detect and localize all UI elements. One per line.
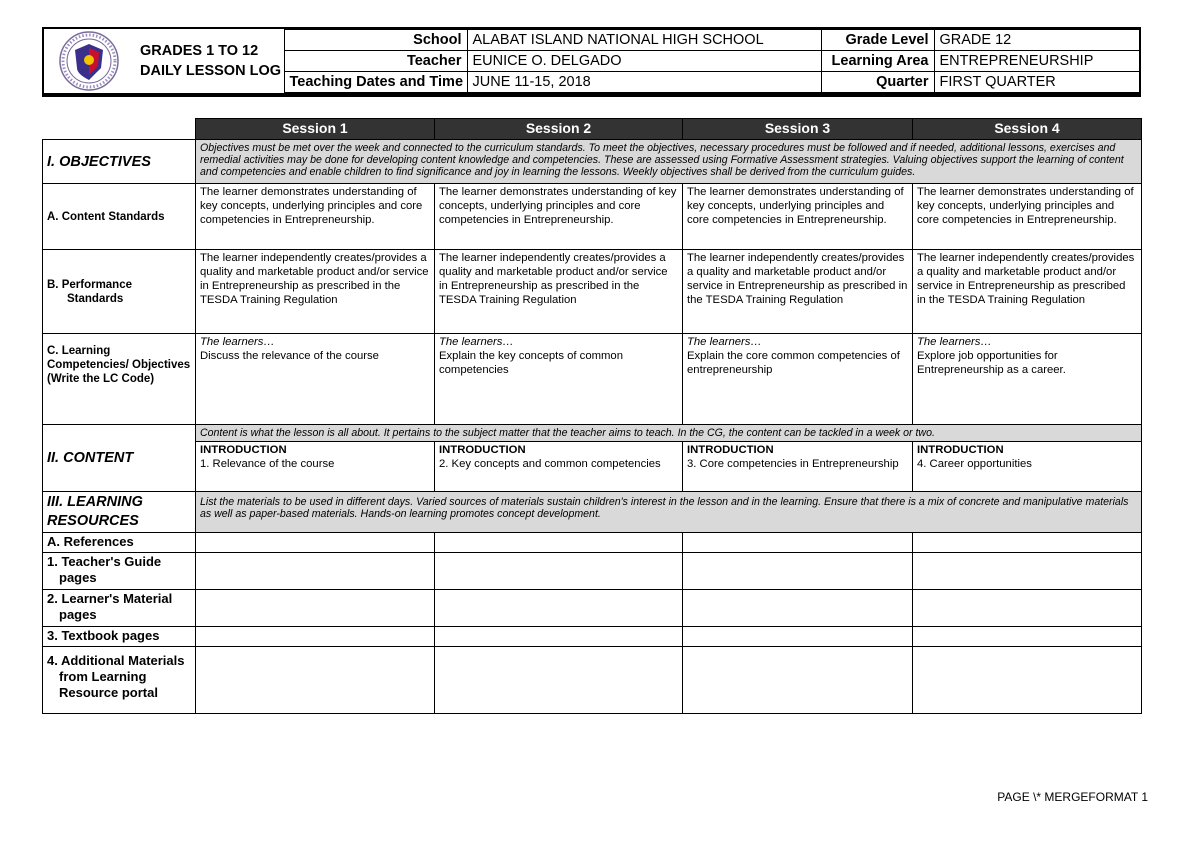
content-label: II. CONTENT [43, 425, 196, 492]
objectives-label: I. OBJECTIVES [43, 140, 196, 184]
school-label: School [284, 30, 467, 51]
empty-cell [913, 627, 1142, 647]
learners-material-line2: pages [59, 607, 97, 622]
teacher-label: Teacher [284, 51, 467, 72]
content-topic: 2. Key concepts and common competencies [439, 458, 661, 470]
seal-icon [58, 30, 120, 92]
session-header-row [43, 119, 1142, 140]
empty-cell [435, 627, 683, 647]
resources-note: List the materials to be used in different days. Varied sources of materials sustain children's interest in the lesson and in the learning. Ensure that there is a mix of concrete and manipulative materials as well as paper-based materials. Hands-on learning promotes concept development. [196, 492, 1142, 533]
content-cell [913, 442, 1142, 492]
competency-cell [683, 334, 913, 425]
content-standard-cell: The learner demonstrates understanding of key concepts, underlying principles and core competencies in Entrepreneurship. [683, 184, 913, 250]
empty-cell [196, 553, 435, 590]
competency-lead: The learners… [200, 336, 275, 348]
empty-cell [435, 590, 683, 627]
additional-materials-label [43, 647, 196, 714]
teachers-guide-line1: 1. Teacher's Guide [47, 554, 162, 569]
content-heading: INTRODUCTION [200, 444, 287, 456]
content-heading: INTRODUCTION [917, 444, 1004, 456]
grade-level-value: GRADE 12 [934, 30, 1139, 51]
session-4-header: Session 4 [913, 119, 1142, 140]
content-standards-row [43, 184, 1142, 250]
competency-text: Explore job opportunities for Entrepreneurship as a career. [917, 350, 1066, 376]
corner-cell [43, 119, 196, 140]
learning-area-label: Learning Area [821, 51, 934, 72]
competency-cell [196, 334, 435, 425]
deped-seal-logo [44, 30, 134, 93]
header-table [44, 29, 1140, 93]
page-footer-field: PAGE \* MERGEFORMAT 1 [997, 790, 1148, 804]
content-standard-cell: The learner demonstrates understanding of key concepts, underlying principles and core competencies in Entrepreneurship. [196, 184, 435, 250]
textbook-pages-row [43, 627, 1142, 647]
performance-standards-label [43, 250, 196, 334]
additional-materials-line3: Resource portal [59, 685, 158, 700]
empty-cell [683, 647, 913, 714]
competency-lead: The learners… [439, 336, 514, 348]
empty-cell [913, 533, 1142, 553]
content-note: Content is what the lesson is all about. It pertains to the subject matter that the teacher aims to teach. In the CG, the content can be tackled in a week or two. [196, 425, 1142, 442]
content-standard-cell: The learner demonstrates understanding of key concepts, underlying principles and core competencies in Entrepreneurship. [435, 184, 683, 250]
performance-label-line2: Standards [67, 292, 124, 305]
teaching-dates-value: JUNE 11-15, 2018 [467, 72, 821, 93]
learning-area-value: ENTREPRENEURSHIP [934, 51, 1139, 72]
content-cell [683, 442, 913, 492]
content-standards-label: A. Content Standards [43, 184, 196, 250]
daily-lesson-log-table [42, 118, 1142, 714]
performance-standard-cell: The learner independently creates/provides a quality and marketable product and/or service in Entrepreneurship as prescribed in the TESDA Training Regulation [435, 250, 683, 334]
empty-cell [683, 553, 913, 590]
form-title-line2: DAILY LESSON LOG [140, 63, 281, 79]
empty-cell [196, 647, 435, 714]
empty-cell [913, 553, 1142, 590]
references-row [43, 533, 1142, 553]
performance-standard-cell: The learner independently creates/provides a quality and marketable product and/or service in Entrepreneurship as prescribed in the TESDA Training Regulation [196, 250, 435, 334]
competency-cell [913, 334, 1142, 425]
learners-material-line1: 2. Learner's Material [47, 591, 173, 606]
objectives-row [43, 140, 1142, 184]
performance-label-line1: B. Performance [47, 278, 133, 291]
competency-text: Explain the core common competencies of entrepreneurship [687, 350, 900, 376]
resources-label: III. LEARNING RESOURCES [43, 492, 196, 533]
content-standard-cell: The learner demonstrates understanding of key concepts, underlying principles and core competencies in Entrepreneurship. [913, 184, 1142, 250]
empty-cell [435, 553, 683, 590]
teachers-guide-line2: pages [59, 570, 97, 585]
performance-standards-row [43, 250, 1142, 334]
teachers-guide-label [43, 553, 196, 590]
lesson-log-header [42, 27, 1141, 97]
empty-cell [683, 533, 913, 553]
learners-material-row [43, 590, 1142, 627]
teacher-value: EUNICE O. DELGADO [467, 51, 821, 72]
competency-text: Discuss the relevance of the course [200, 350, 379, 362]
competency-text: Explain the key concepts of common competencies [439, 350, 623, 376]
additional-materials-line1: 4. Additional Materials [47, 653, 185, 668]
additional-materials-line2: from Learning [59, 669, 147, 684]
competencies-label: C. Learning Competencies/ Objectives (Write the LC Code) [43, 334, 196, 425]
empty-cell [683, 627, 913, 647]
content-topic: 4. Career opportunities [917, 458, 1032, 470]
performance-standard-cell: The learner independently creates/provides a quality and marketable product and/or service in Entrepreneurship as prescribed in the TESDA Training Regulation [683, 250, 913, 334]
content-note-row [43, 425, 1142, 442]
empty-cell [435, 533, 683, 553]
content-topic: 1. Relevance of the course [200, 458, 335, 470]
empty-cell [196, 590, 435, 627]
empty-cell [683, 590, 913, 627]
content-cell [435, 442, 683, 492]
competency-lead: The learners… [687, 336, 762, 348]
empty-cell [913, 647, 1142, 714]
content-row [43, 442, 1142, 492]
teaching-dates-label: Teaching Dates and Time [284, 72, 467, 93]
references-label: A. References [43, 533, 196, 553]
form-title-line1: GRADES 1 TO 12 [140, 43, 259, 59]
textbook-pages-label: 3. Textbook pages [43, 627, 196, 647]
competency-lead: The learners… [917, 336, 992, 348]
school-value: ALABAT ISLAND NATIONAL HIGH SCHOOL [467, 30, 821, 51]
learners-material-label [43, 590, 196, 627]
content-topic: 3. Core competencies in Entrepreneurship [687, 458, 899, 470]
empty-cell [196, 533, 435, 553]
competency-cell [435, 334, 683, 425]
empty-cell [196, 627, 435, 647]
grade-level-label: Grade Level [821, 30, 934, 51]
teachers-guide-row [43, 553, 1142, 590]
performance-standard-cell: The learner independently creates/provides a quality and marketable product and/or service in Entrepreneurship as prescribed in the TESDA Training Regulation [913, 250, 1142, 334]
session-2-header: Session 2 [435, 119, 683, 140]
competencies-row [43, 334, 1142, 425]
session-1-header: Session 1 [196, 119, 435, 140]
session-3-header: Session 3 [683, 119, 913, 140]
form-title [134, 30, 284, 93]
additional-materials-row [43, 647, 1142, 714]
empty-cell [435, 647, 683, 714]
empty-cell [913, 590, 1142, 627]
content-cell [196, 442, 435, 492]
content-heading: INTRODUCTION [439, 444, 526, 456]
resources-row [43, 492, 1142, 533]
quarter-value: FIRST QUARTER [934, 72, 1139, 93]
objectives-note: Objectives must be met over the week and connected to the curriculum standards. To meet the objectives, necessary procedures must be followed and if needed, additional lessons, exercises and remedial activities may be done for developing content knowledge and competencies. These are assessed using Formative Assessment strategies. Valuing objectives support the learning of content and competencies and enable children to find significance and joy in learning the lessons. Weekly objectives shall be derived from the curriculum guides. [196, 140, 1142, 184]
content-heading: INTRODUCTION [687, 444, 774, 456]
quarter-label: Quarter [821, 72, 934, 93]
